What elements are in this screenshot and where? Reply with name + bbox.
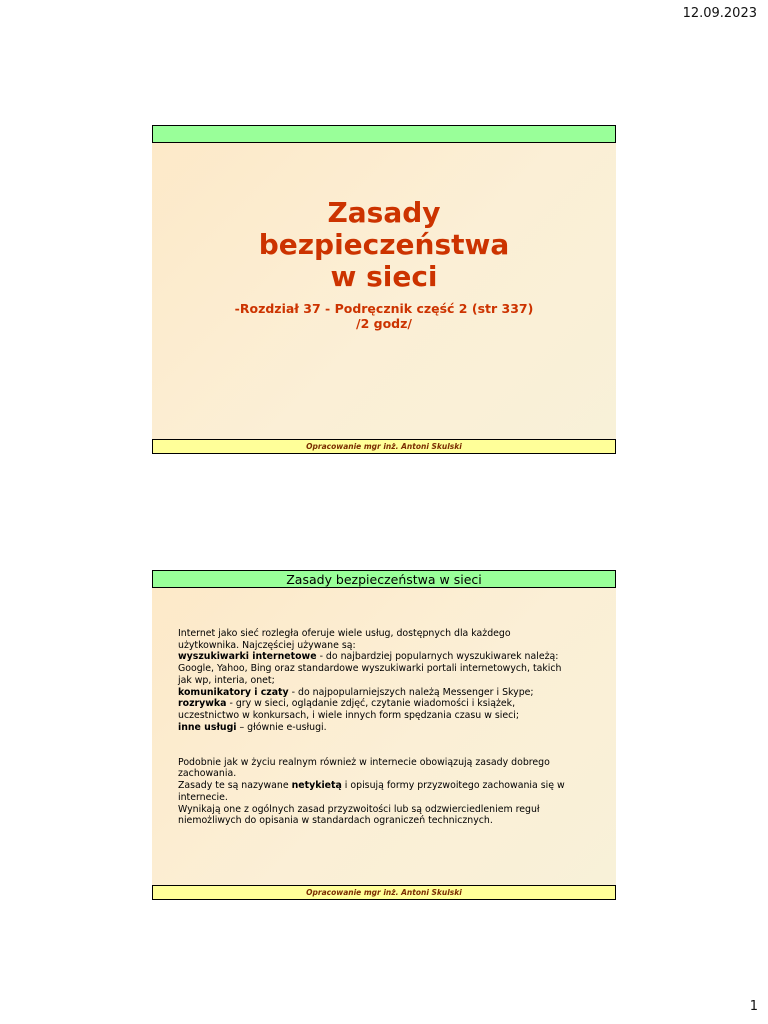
body-line: uczestnictwo w konkursach, i wiele innych form spędzania czasu w sieci; [178, 709, 520, 721]
slide-title-line-1: Zasady [327, 196, 441, 229]
body-line: niemożliwych do opisania w standardach ograniczeń technicznych. [178, 815, 493, 827]
term-other-services: inne usługi [178, 721, 237, 733]
slide-subtitle-line-1: -Rozdział 37 - Podręcznik część 2 (str 337) [234, 301, 534, 316]
body-line: Podobnie jak w życiu realnym również w internecie obowiązują zasady dobrego [178, 756, 550, 768]
page-date: 12.09.2023 [682, 6, 757, 21]
body-line: użytkownika. Najczęściej używane są: [178, 639, 356, 651]
list-item-messengers [178, 687, 606, 699]
body-line: internecie. [178, 791, 228, 803]
slide-content [152, 570, 616, 900]
body-text: Zasady te są nazywane [178, 780, 292, 792]
paragraph-gap [178, 733, 606, 756]
body-line: Google, Yahoo, Bing oraz standardowe wyszukiwarki portali internetowych, takich [178, 663, 562, 675]
list-item-entertainment [178, 698, 606, 710]
slide-heading: Zasady bezpieczeństwa w sieci [286, 571, 482, 587]
slide-header-bar [152, 570, 616, 588]
slide-body-text [178, 628, 606, 827]
body-line: Internet jako sieć rozległa oferuje wiele usług, dostępnych dla każdego [178, 628, 511, 639]
slide-footer-bar [152, 885, 616, 900]
list-item-other-services [178, 722, 606, 734]
slide-subtitle-line-2: /2 godz/ [356, 316, 412, 331]
slide-title-block [152, 197, 616, 331]
body-text: - do najbardziej popularnych wyszukiwarek należą: [316, 651, 559, 663]
netiquette-line [178, 780, 606, 792]
slide-title [152, 125, 616, 454]
list-item-search-engines [178, 651, 606, 663]
slide-title-line-2: bezpieczeństwa [258, 228, 510, 261]
body-line: zachowania. [178, 768, 237, 780]
body-text: - gry w sieci, oglądanie zdjęć, czytanie wiadomości i książek, [226, 698, 516, 710]
body-line: jak wp, interia, onet; [178, 674, 275, 686]
body-text: i opisują formy przyzwoitego zachowania się w [341, 780, 565, 792]
term-netiquette: netykietą [291, 780, 342, 792]
slide-title-line-3: w sieci [330, 260, 438, 293]
term-entertainment: rozrywka [178, 698, 227, 710]
slide-footer-bar [152, 439, 616, 454]
term-messengers: komunikatory i czaty [178, 686, 289, 698]
body-line: Wynikają one z ogólnych zasad przyzwoitości lub są odzwierciedleniem reguł [178, 803, 540, 815]
page-number: 1 [749, 999, 758, 1014]
body-text: - do najpopularniejszych należą Messenger i Skype; [288, 686, 534, 698]
slide-footer-credit: Opracowanie mgr inż. Antoni Skulski [306, 442, 462, 451]
slide-footer-credit: Opracowanie mgr inż. Antoni Skulski [306, 888, 462, 897]
slide-header-bar [152, 125, 616, 143]
term-search-engines: wyszukiwarki internetowe [178, 651, 317, 663]
body-text: – głównie e-usługi. [236, 721, 327, 733]
